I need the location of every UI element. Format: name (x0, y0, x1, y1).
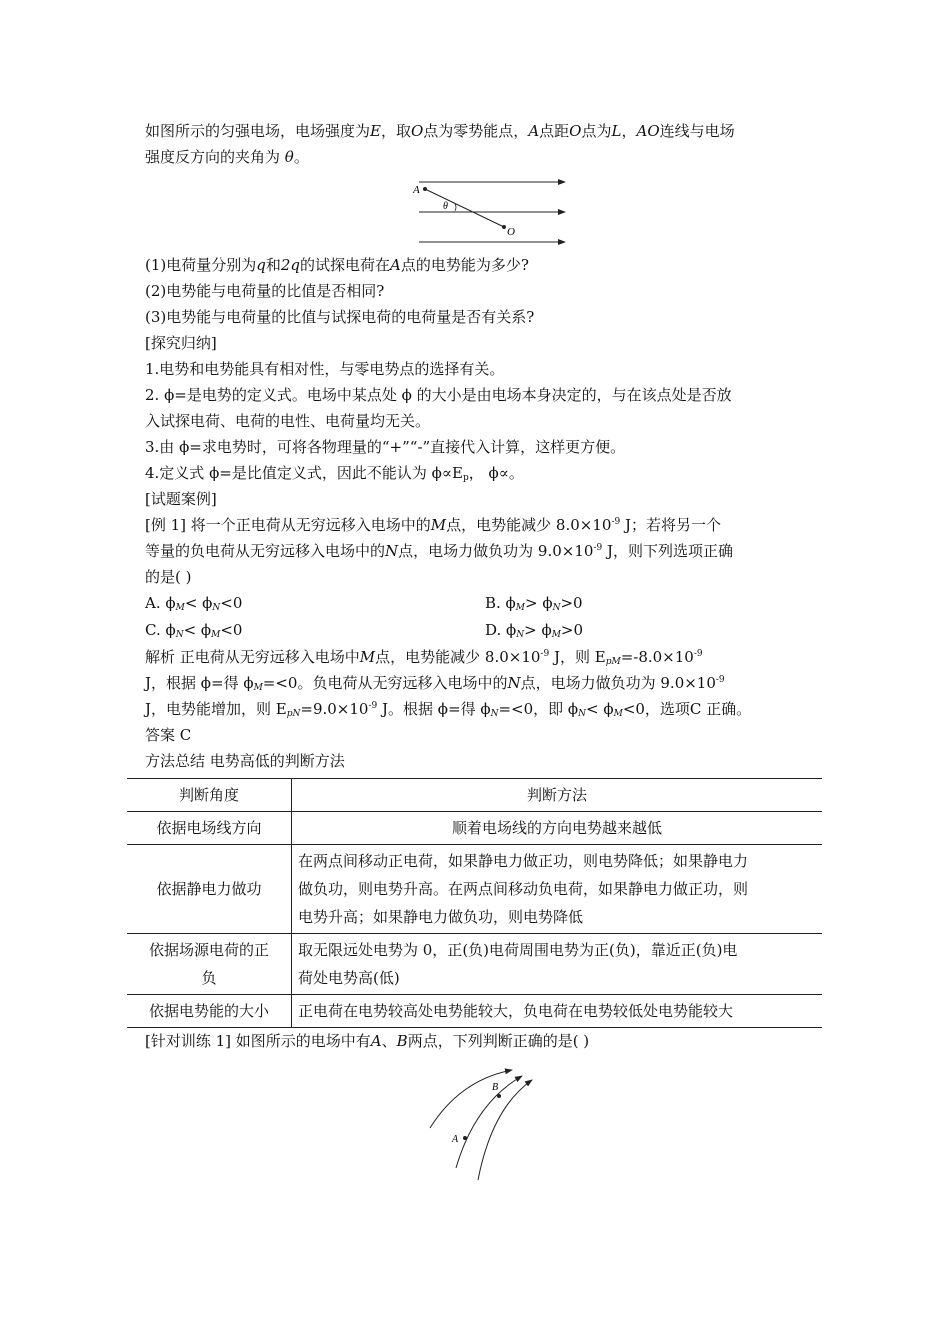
intro-line-1 (145, 118, 825, 144)
option-A[interactable] (145, 590, 485, 617)
text: 点，电势能减少 8.0×10 (375, 648, 541, 666)
text: ， (621, 122, 637, 140)
text: J；若将另一个 (620, 516, 722, 534)
text: <0 (220, 621, 243, 639)
text: >0 (560, 594, 583, 612)
exponent: -9 (368, 701, 378, 711)
options-row-1 (145, 590, 825, 617)
option-B[interactable] (485, 590, 825, 617)
var-theta: θ (284, 148, 294, 166)
example-line-1 (145, 512, 825, 538)
point-B (497, 1094, 501, 1098)
var-N: N (507, 674, 521, 692)
text: < ϕ (586, 700, 614, 718)
field-line (430, 1070, 512, 1128)
text: 、 (381, 1032, 397, 1050)
text: 点为 (581, 122, 612, 140)
text: J，则 E (549, 648, 606, 666)
exponent: -9 (540, 649, 550, 659)
text: J，根据 ϕ=得 ϕ (145, 674, 254, 692)
text: 的试探电荷在 (300, 256, 391, 274)
subscript: M (175, 603, 185, 613)
exponent: -9 (693, 649, 703, 659)
text: J，电势能增加，则 E (145, 700, 287, 718)
document-page (145, 118, 825, 1186)
table-cell-angle: 依据静电力做功 (127, 845, 292, 934)
text: >0 (560, 621, 584, 639)
summary-point-2a: 2. ϕ=是电势的定义式。电场中某点处 ϕ 的大小是由电场本身决定的，与在该点处是否放 (145, 386, 732, 404)
text: J，则下列选项正确 (602, 542, 733, 560)
exponent: -9 (611, 517, 621, 527)
exponent: -9 (715, 675, 725, 685)
text: =<0。负电荷从无穷远移入电场中的 (262, 674, 508, 692)
text: 依据场源电荷的正 (148, 941, 269, 959)
text: B. ϕ (485, 594, 516, 612)
label-O: O (507, 226, 515, 238)
summary-point-2b: 入试探电荷、电荷的电性、电荷量均无关。 (145, 412, 431, 430)
var-M: M (359, 648, 376, 666)
text: 解析 正电荷从无穷远移入电场中 (145, 648, 360, 666)
subscript: M (211, 630, 221, 640)
var-O: O (569, 122, 582, 140)
table-row (127, 812, 822, 845)
var-A: A (370, 1032, 382, 1050)
text: [针对训练 1] 如图所示的电场中有 (145, 1032, 371, 1050)
text: 。 (293, 148, 309, 166)
text: 两点，下列判断正确的是( ) (407, 1032, 590, 1050)
subscript: M (515, 603, 526, 613)
var-M: M (430, 516, 447, 534)
text: < ϕ (183, 621, 212, 639)
text: 负 (201, 969, 217, 987)
solution-line-1 (145, 644, 825, 670)
text: 荷处电势高(低) (298, 969, 400, 987)
angle-arc (455, 204, 456, 211)
intro-line-2 (145, 144, 825, 170)
options-row-2 (145, 617, 825, 644)
subscript: N (578, 709, 587, 719)
table-cell-angle: 依据电势能的大小 (127, 995, 292, 1028)
option-D[interactable] (485, 617, 825, 644)
var-B: B (396, 1032, 408, 1050)
text: 点，电场力做负功为 9.0×10 (520, 674, 716, 692)
subscript: pN (286, 709, 301, 719)
option-C[interactable] (145, 617, 485, 644)
table-header-row (127, 779, 822, 812)
text: > ϕ (524, 621, 552, 639)
text: <0，选项C 正确。 (622, 700, 752, 718)
point-A (463, 1136, 467, 1140)
subscript: N (175, 630, 184, 640)
var-O: O (410, 122, 424, 140)
var-q: q (256, 256, 266, 274)
text: [例 1] 将一个正电荷从无穷远移入电场中的 (145, 516, 431, 534)
text: =9.0×10 (300, 700, 369, 718)
summary-heading: [探究归纳] (145, 334, 217, 352)
field-line (478, 1080, 532, 1180)
example-line-2 (145, 538, 825, 564)
label-theta: θ (443, 201, 448, 212)
solution-line-3 (145, 696, 825, 722)
label-B: B (492, 1082, 499, 1093)
text: 如图所示的匀强电场，电场强度为 (145, 122, 371, 140)
subscript: N (552, 603, 561, 613)
example-line-3: 的是( ) (145, 568, 192, 586)
text: ，取 (380, 122, 411, 140)
var-L: L (611, 122, 622, 140)
solution-line-2 (145, 670, 825, 696)
subscript: N (516, 630, 525, 640)
text: J。根据 ϕ=得 ϕ (377, 700, 491, 718)
text: 做负功，则电势升高。在两点间移动负电荷，如果静电力做正功，则 (298, 880, 749, 898)
text: 点，电场力做负功为 9.0×10 (398, 542, 594, 560)
point-O (502, 225, 506, 229)
subscript: p (462, 473, 469, 483)
question-1 (145, 252, 825, 278)
text: 点的电势能为多少? (400, 256, 529, 274)
text: 4.定义式 ϕ=是比值定义式，因此不能认为 ϕ∝E (145, 464, 463, 482)
summary-point-1: 1.电势和电势能具有相对性，与零电势点的选择有关。 (145, 360, 505, 378)
text: 在两点间移动正电荷，如果静电力做正功，则电势降低；如果静电力 (298, 852, 749, 870)
exponent: -9 (593, 543, 603, 553)
training-line (145, 1028, 825, 1054)
text: A. ϕ (145, 594, 176, 612)
summary-point-3: 3.由 ϕ=求电势时，可将各物理量的“+”“-”直接代入计算，这样更方便。 (145, 438, 626, 456)
text: 点距 (539, 122, 570, 140)
text: =-8.0×10 (620, 648, 694, 666)
table-cell-method (292, 845, 823, 934)
text: C. ϕ (145, 621, 176, 639)
var-2q: 2q (280, 256, 301, 274)
text: 点，电势能减少 8.0×10 (446, 516, 612, 534)
var-A: A (390, 256, 401, 274)
subscript: M (551, 630, 561, 640)
table-row (127, 934, 822, 995)
subscript: M (253, 683, 263, 693)
text: < ϕ (184, 594, 213, 612)
label-A: A (413, 184, 420, 196)
subscript: N (212, 603, 221, 613)
text: 等量的负电荷从无穷远移入电场中的 (145, 542, 386, 560)
table-header: 判断角度 (127, 779, 292, 812)
text: 和 (265, 256, 281, 274)
text: 取无限远处电势为 0，正(负)电荷周围电势为正(负)，靠近正(负)电 (298, 941, 738, 959)
text: 强度反方向的夹角为 (145, 148, 281, 166)
table-cell-angle: 依据电场线方向 (127, 812, 292, 845)
text: (1)电荷量分别为 (145, 256, 257, 274)
subscript: pM (605, 657, 621, 667)
table-cell-method: 正电荷在电势较高处电势能较大，负电荷在电势较低处电势能较大 (292, 995, 823, 1028)
text: 点为零势能点， (423, 122, 529, 140)
summary-point-4 (145, 460, 825, 486)
text: D. ϕ (485, 621, 517, 639)
subscript: M (613, 709, 623, 719)
text: <0 (220, 594, 243, 612)
text: 电势升高；如果静电力做负功，则电势降低 (298, 908, 584, 926)
table-cell-method: 顺着电场线的方向电势越来越低 (292, 812, 823, 845)
table-row (127, 845, 822, 934)
table-cell-angle (127, 934, 292, 995)
example-heading: [试题案例] (145, 490, 217, 508)
var-N: N (385, 542, 399, 560)
point-A (423, 187, 427, 191)
var-E: E (370, 122, 381, 140)
text: ， ϕ∝。 (468, 464, 524, 482)
question-3: (3)电势能与电荷量的比值与试探电荷的电荷量是否有关系? (145, 308, 535, 326)
text: 连线与电场 (659, 122, 735, 140)
answer-line: 答案 C (145, 726, 192, 744)
method-table (127, 778, 822, 1028)
subscript: N (490, 709, 499, 719)
var-A: A (528, 122, 540, 140)
label-A: A (452, 1134, 459, 1145)
uniform-field-figure (411, 174, 571, 250)
curved-field-figure (420, 1068, 540, 1186)
question-2: (2)电势能与电荷量的比值是否相同? (145, 282, 385, 300)
text: > ϕ (525, 594, 553, 612)
table-row (127, 995, 822, 1028)
segment-AO (425, 189, 504, 227)
table-header: 判断方法 (292, 779, 823, 812)
table-cell-method (292, 934, 823, 995)
var-AO: AO (636, 122, 660, 140)
method-summary-title: 方法总结 电势高低的判断方法 (145, 752, 345, 770)
text: =<0，即 ϕ (498, 700, 579, 718)
